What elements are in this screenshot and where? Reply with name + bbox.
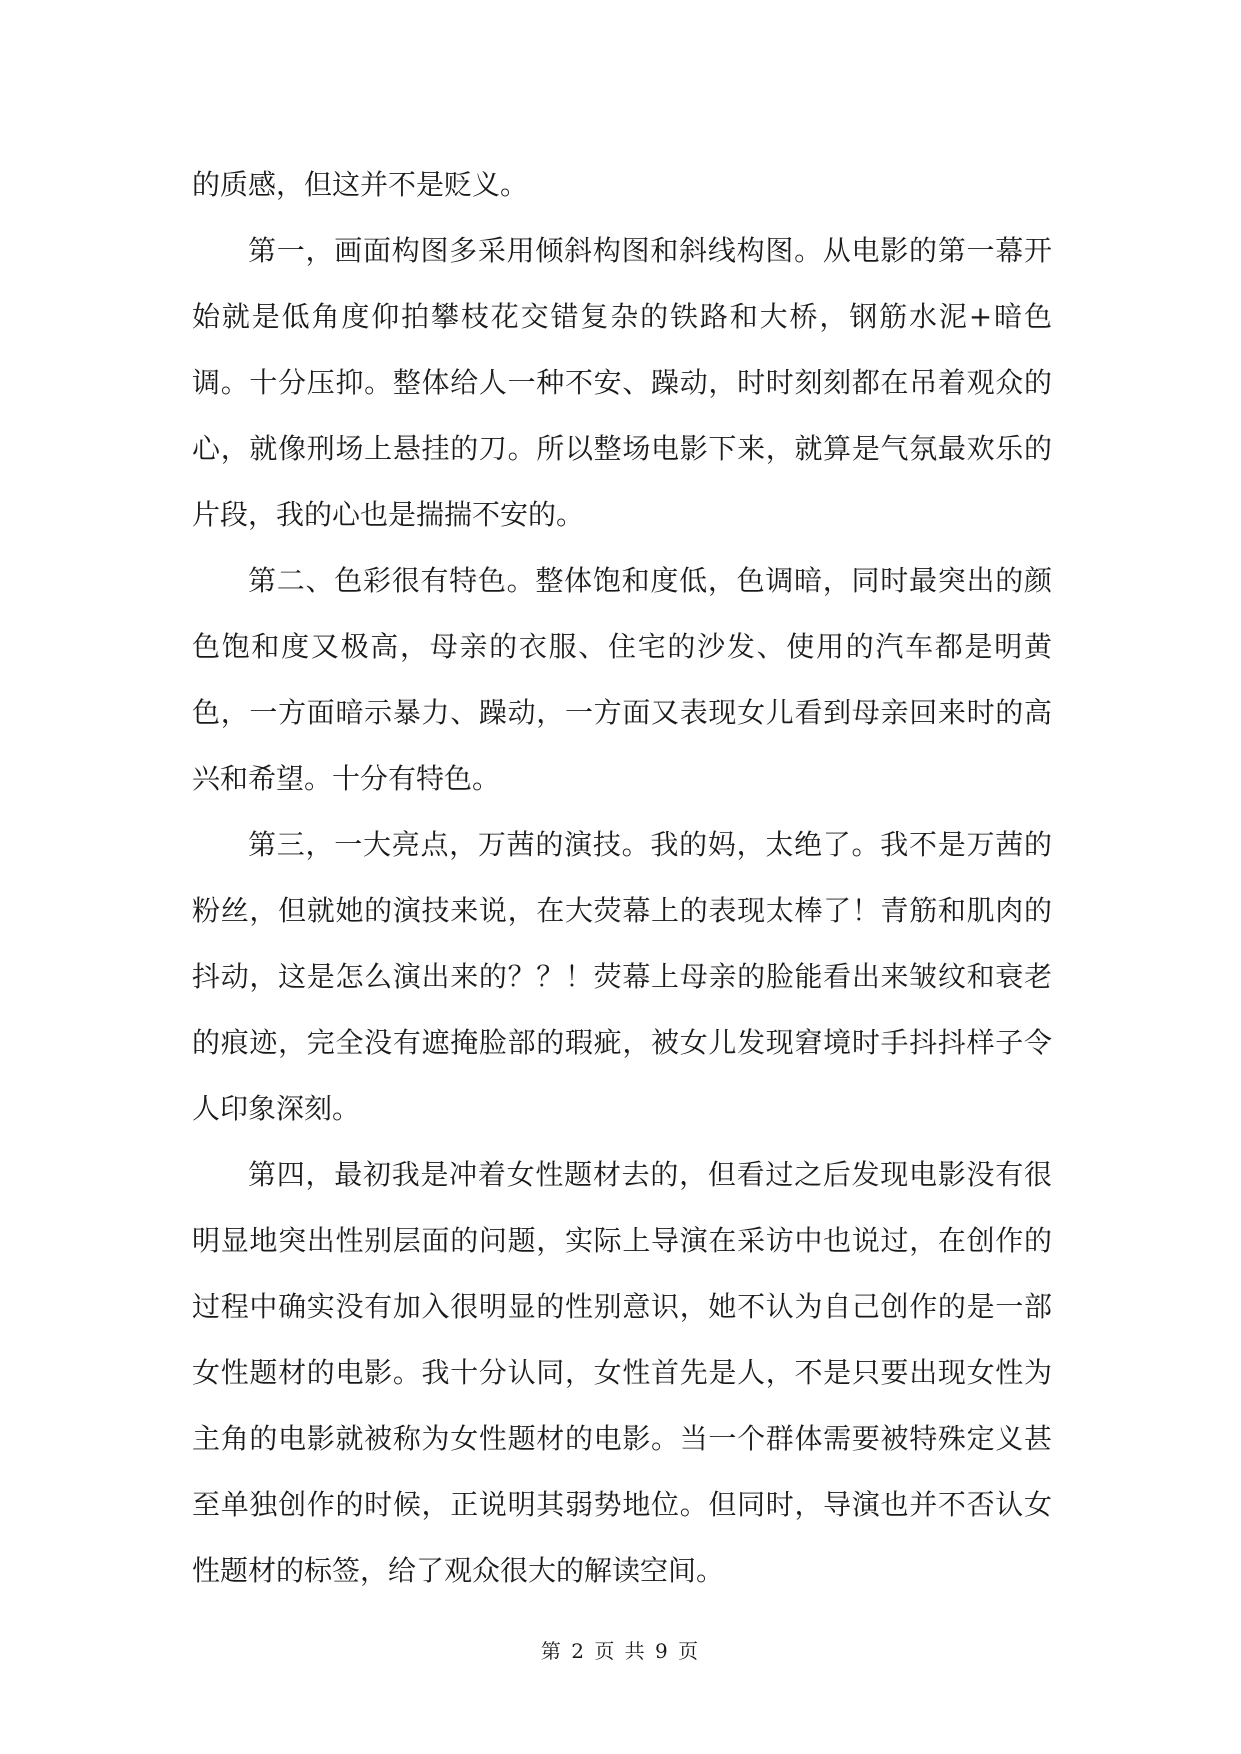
paragraph-acting: 第三，一大亮点，万茜的演技。我的妈，太绝了。我不是万茜的粉丝，但就她的演技来说，在大荧幕上的表现太棒了！青筋和肌肉的抖动，这是怎么演出来的？？！荧幕上母亲的脸能看出来皱纹和衰老的痕迹，完全没有遮掩脸部的瑕疵，被女儿发现窘境时手抖抖样子令人印象深刻。 <box>192 828 1052 1125</box>
paragraph-color: 第二、色彩很有特色。整体饱和度低，色调暗，同时最突出的颜色饱和度又极高，母亲的衣服、住宅的沙发、使用的汽车都是明黄色，一方面暗示暴力、躁动，一方面又表现女儿看到母亲回来时的高兴和希望。十分有特色。 <box>192 564 1052 795</box>
paragraph-continuation: 的质感，但这并不是贬义。 <box>192 168 529 201</box>
paragraph-theme: 第四，最初我是冲着女性题材去的，但看过之后发现电影没有很明显地突出性别层面的问题，实际上导演在采访中也说过，在创作的过程中确实没有加入很明显的性别意识，她不认为自己创作的是一部女性题材的电影。我十分认同，女性首先是人，不是只要出现女性为主角的电影就被称为女性题材的电影。当一个群体需要被特殊定义甚至单独创作的时候，正说明其弱势地位。但同时，导演也并不否认女性题材的标签，给了观众很大的解读空间。 <box>192 1158 1052 1587</box>
page-number-footer: 第 2 页 共 9 页 <box>540 1639 701 1663</box>
paragraph-composition: 第一，画面构图多采用倾斜构图和斜线构图。从电影的第一幕开始就是低角度仰拍攀枝花交错复杂的铁路和大桥，钢筋水泥+暗色调。十分压抑。整体给人一种不安、躁动，时时刻刻都在吊着观众的心，就像刑场上悬挂的刀。所以整场电影下来，就算是气氛最欢乐的片段，我的心也是揣揣不安的。 <box>192 234 1052 531</box>
document-body <box>192 152 1052 1604</box>
